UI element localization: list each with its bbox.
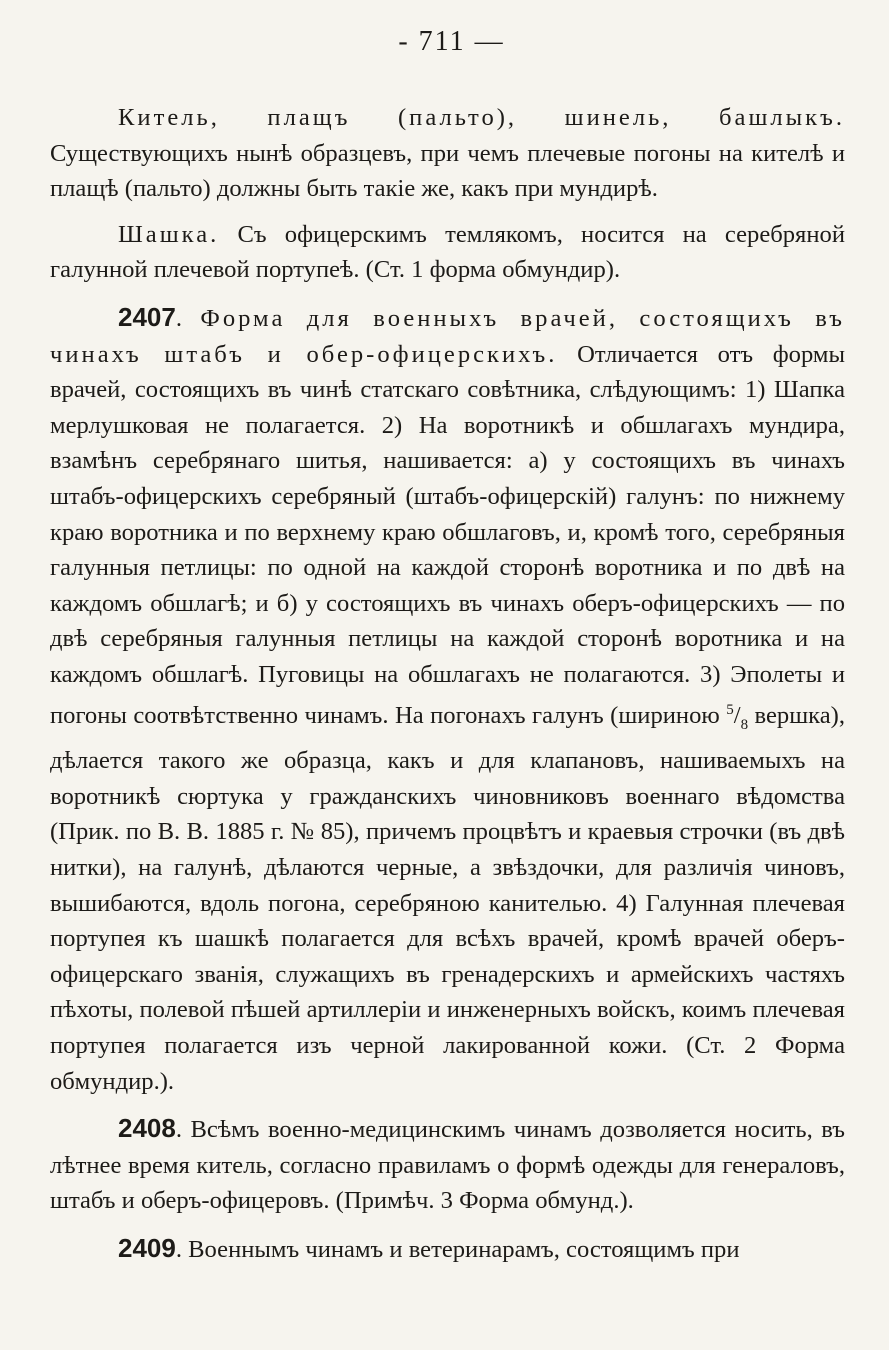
paragraph-shashka: [50, 217, 845, 288]
article-number: 2409: [118, 1232, 176, 1263]
paragraph-kitel: [50, 100, 845, 207]
fraction: $^5/_8$: [726, 701, 749, 733]
article-lead: Форма для военныхъ врачей, состоящихъ въ чинахъ штабъ и обер-офицерскихъ.: [50, 304, 845, 368]
paragraph-text: Существующихъ нынѣ образцевъ, при чемъ плечевые погоны на кителѣ и плащѣ (пальто) должны быть такіе же, какъ при мундирѣ.: [50, 139, 845, 203]
paragraph-lead: Шашка.: [118, 220, 220, 248]
fraction-numerator: 5: [726, 701, 734, 718]
article-number: 2407: [118, 301, 176, 332]
article-text-continued: вершка), дѣлается такого же образца, какъ и для клапановъ, нашиваемыхъ на воротникѣ сюртука у гражданскихъ чиновниковъ военнаго вѣдомства (Прик. по В. В. 1885 г. № 85), причемъ процвѣтъ и краевыя строчки (въ двѣ нитки), на галунѣ, дѣлаются черные, а звѣздочки, для различія чиновъ, вышибаются, вдоль погона, серебряною канителью. 4) Галунная плечевая портупея къ шашкѣ полагается для всѣхъ врачей, кромѣ врачей оберъ-офицерскаго званія, служащихъ въ гренадерскихъ и армейскихъ частяхъ пѣхоты, полевой пѣшей артиллеріи и инженерныхъ войскъ, коимъ плечевая портупея полагается изъ черной лакированной кожи. (Ст. 2 Форма обмундир.).: [50, 701, 845, 1095]
paragraph-text: Съ офицерскимъ темлякомъ, носится на серебряной галунной плечевой портупеѣ. (Ст. 1 форма обмундир).: [50, 220, 845, 284]
article-2408: 2408. Всѣмъ военно-медицинскимъ чинамъ дозволяется носить, въ лѣтнее время китель, согласно правиламъ о формѣ одежды для генераловъ, штабъ и оберъ-офицеровъ. (Примѣч. 3 Форма обмунд.).: [50, 1113, 845, 1215]
paragraph-lead: Китель, плащъ (пальто), шинель, башлыкъ.: [118, 104, 845, 131]
article-text: Военнымъ чинамъ и ветеринарамъ, состоящимъ при: [182, 1235, 740, 1263]
article-number: 2408: [118, 1113, 176, 1144]
fraction-denominator: 8: [740, 716, 749, 733]
article-text: Отличается отъ формы врачей, состоящихъ въ чинѣ статскаго совѣтника, слѣдующимъ: 1) Шапка мерлушковая не полагается. 2) На воротникѣ и обшлагахъ мундира, взамѣнъ серебрянаго шитья, нашивается: а) у состоящихъ въ чинахъ штабъ-офицерскихъ серебряный (штабъ-офицерскій) галунъ: по нижнему краю воротника и по верхнему краю обшлаговъ, и, кромѣ того, серебряныя галунныя петлицы: по одной на каждой сторонѣ воротника и по двѣ на каждомъ обшлагѣ; и б) у состоящихъ въ чинахъ оберъ-офицерскихъ — по двѣ серебряныя галунныя петлицы на каждой сторонѣ воротника и на каждомъ обшлагѣ. Пуговицы на обшлагахъ не полагаются. 3) Эполеты и погоны соотвѣтственно чинамъ. На погонахъ галунъ (шириною: [50, 340, 845, 729]
page-number: - 711 —: [398, 26, 505, 57]
article-2409: 2409. Военнымъ чинамъ и ветеринарамъ, состоящимъ при: [118, 1232, 740, 1263]
article-2407: 2407. Форма для военныхъ врачей, состоящихъ въ чинахъ штабъ и обер-офицерскихъ. Отличается отъ формы врачей, состоящихъ въ чинѣ статскаго совѣтника, слѣдующимъ: 1) Шапка мерлушковая не полагается. 2) На воротникѣ и обшлагахъ мундира, взамѣнъ серебрянаго шитья, нашивается: а) у состоящихъ въ чинахъ штабъ-офицерскихъ серебряный (штабъ-офицерскій) галунъ: по нижнему краю воротника и по верхнему краю обшлаговъ, и, кромѣ того, серебряныя галунныя петлицы: по одной на каждой сторонѣ воротника и по двѣ на каждомъ обшлагѣ; и б) у состоящихъ въ чинахъ оберъ-офицерскихъ — по двѣ серебряныя галунныя петлицы на каждой сторонѣ воротника и на каждомъ обшлагѣ. Пуговицы на обшлагахъ не полагаются. 3) Эполеты и погоны соотвѣтственно чинамъ. На погонахъ галунъ (шириною $^5/_8$ вершка), дѣлается такого же образца, какъ и для клапановъ, нашиваемыхъ на воротникѣ сюртука у гражданскихъ чиновниковъ военнаго вѣдомства (Прик. по В. В. 1885 г. № 85), причемъ процвѣтъ и краевыя строчки (въ двѣ нитки), на галунѣ, дѣлаются черные, а звѣздочки, для различія чиновъ, вышибаются, вдоль погона, серебряною канителью. 4) Галунная плечевая портупея къ шашкѣ полагается для всѣхъ врачей, кромѣ врачей оберъ-офицерскаго званія, служащихъ въ гренадерскихъ и армейскихъ частяхъ пѣхоты, полевой пѣшей артиллеріи и инженерныхъ войскъ, коимъ плечевая портупея полагается изъ черной лакированной кожи. (Ст. 2 Форма обмундир.).: [50, 301, 845, 1095]
article-text: Всѣмъ военно-медицинскимъ чинамъ дозволяется носить, въ лѣтнее время китель, согласно правиламъ о формѣ одежды для генераловъ, штабъ и оберъ-офицеровъ. (Примѣч. 3 Форма обмунд.).: [50, 1116, 845, 1215]
